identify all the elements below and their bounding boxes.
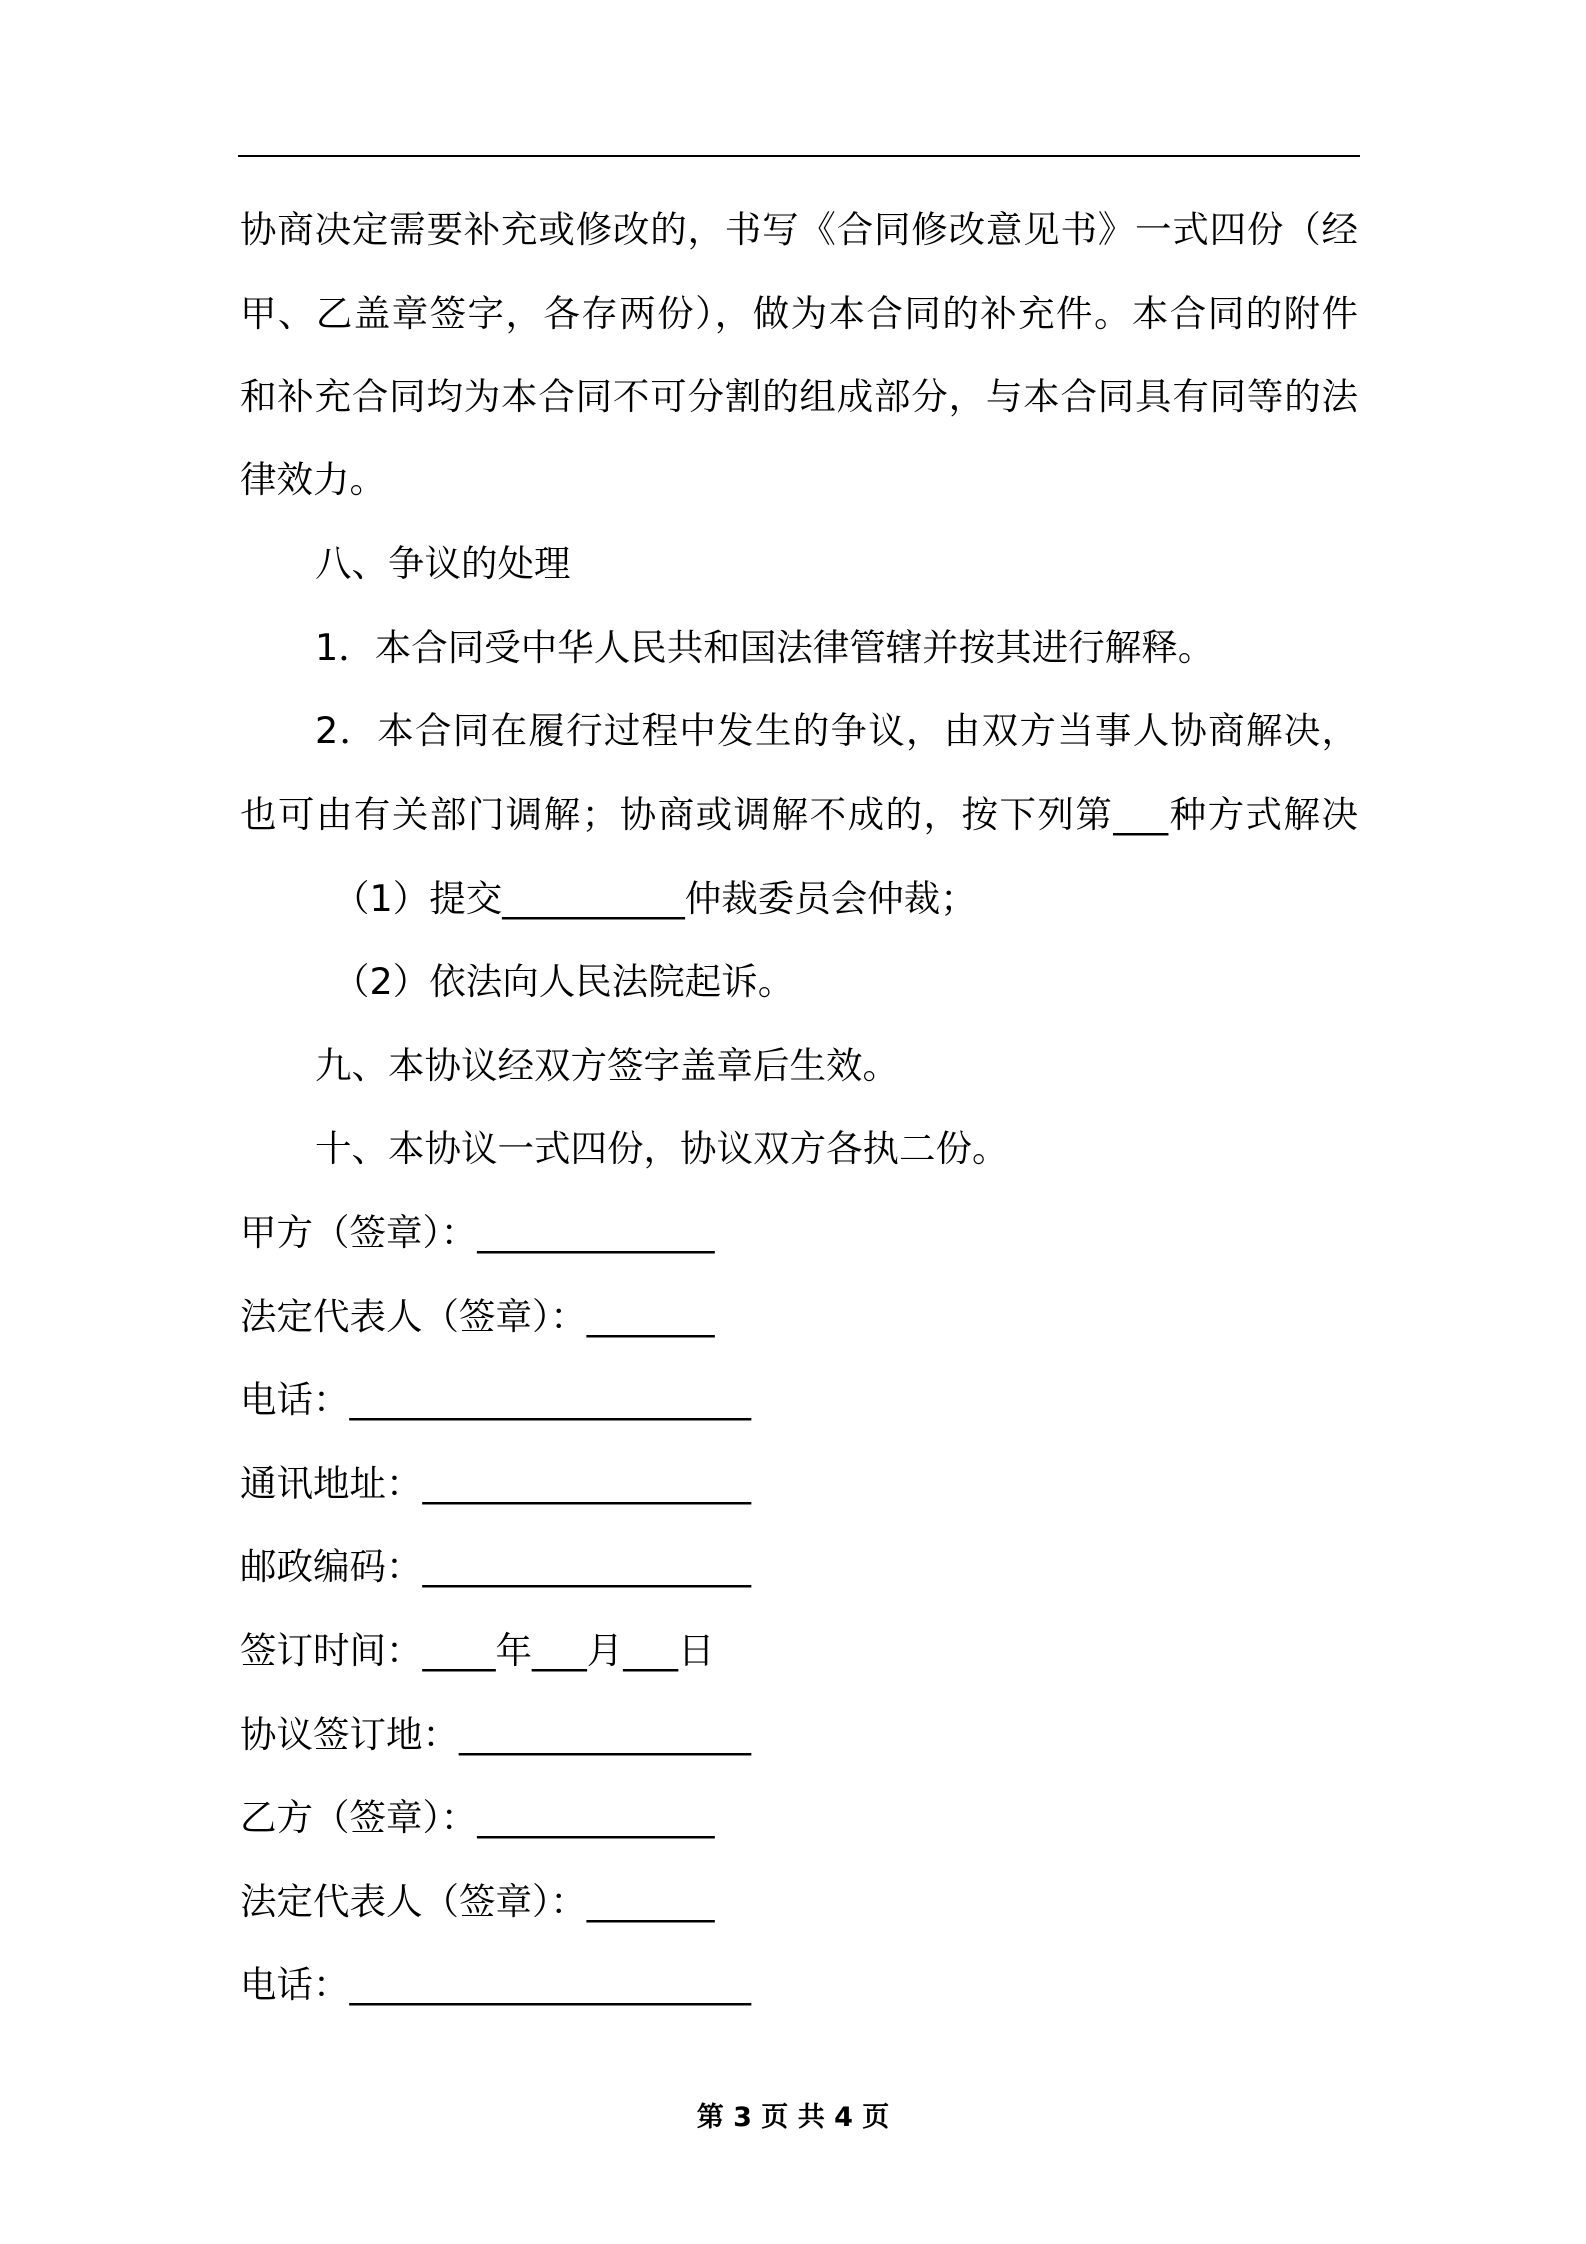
- postcode-field: 邮政编码：__________________: [240, 1545, 751, 1588]
- party-a-representative-field: 法定代表人（签章）：_______: [240, 1295, 715, 1338]
- page-indicator: 第 3 页 共 4 页: [696, 2102, 890, 2133]
- party-a-signature-field: 甲方（签章）：_____________: [240, 1211, 715, 1254]
- header-rule: [238, 155, 1360, 157]
- party-b-phone-field: 电话：______________________: [240, 1963, 751, 2006]
- clause-item-2-continued: 也可由有关部门调解；协商或调解不成的，按下列第___种方式解决: [240, 793, 1358, 836]
- clause-item-2: 2．本合同在履行过程中发生的争议，由双方当事人协商解决，: [315, 709, 1358, 752]
- resolution-option-2: （2）依法向人民法院起诉。: [333, 960, 795, 1003]
- paragraph-line: 律效力。: [240, 458, 386, 501]
- party-a-phone-field: 电话：______________________: [240, 1378, 751, 1421]
- section-9: 九、本协议经双方签字盖章后生效。: [315, 1044, 899, 1087]
- party-b-representative-field: 法定代表人（签章）：_______: [240, 1880, 715, 1923]
- paragraph-line: 甲、乙盖章签字，各存两份），做为本合同的补充件。本合同的附件: [240, 292, 1358, 335]
- paragraph-line: 协商决定需要补充或修改的，书写《合同修改意见书》一式四份（经: [240, 208, 1358, 251]
- resolution-option-1: （1）提交__________仲裁委员会仲裁；: [333, 877, 977, 920]
- address-field: 通讯地址：__________________: [240, 1462, 751, 1505]
- party-b-signature-field: 乙方（签章）：_____________: [240, 1796, 715, 1839]
- section-10: 十、本协议一式四份，协议双方各执二份。: [315, 1127, 1009, 1170]
- clause-item-1: 1．本合同受中华人民共和国法律管辖并按其进行解释。: [315, 626, 1215, 669]
- section-heading-disputes: 八、争议的处理: [315, 542, 571, 585]
- sign-date-field: 签订时间：____年___月___日: [240, 1629, 715, 1672]
- sign-place-field: 协议签订地：________________: [240, 1713, 751, 1756]
- paragraph-line: 和补充合同均为本合同不可分割的组成部分，与本合同具有同等的法: [240, 375, 1358, 418]
